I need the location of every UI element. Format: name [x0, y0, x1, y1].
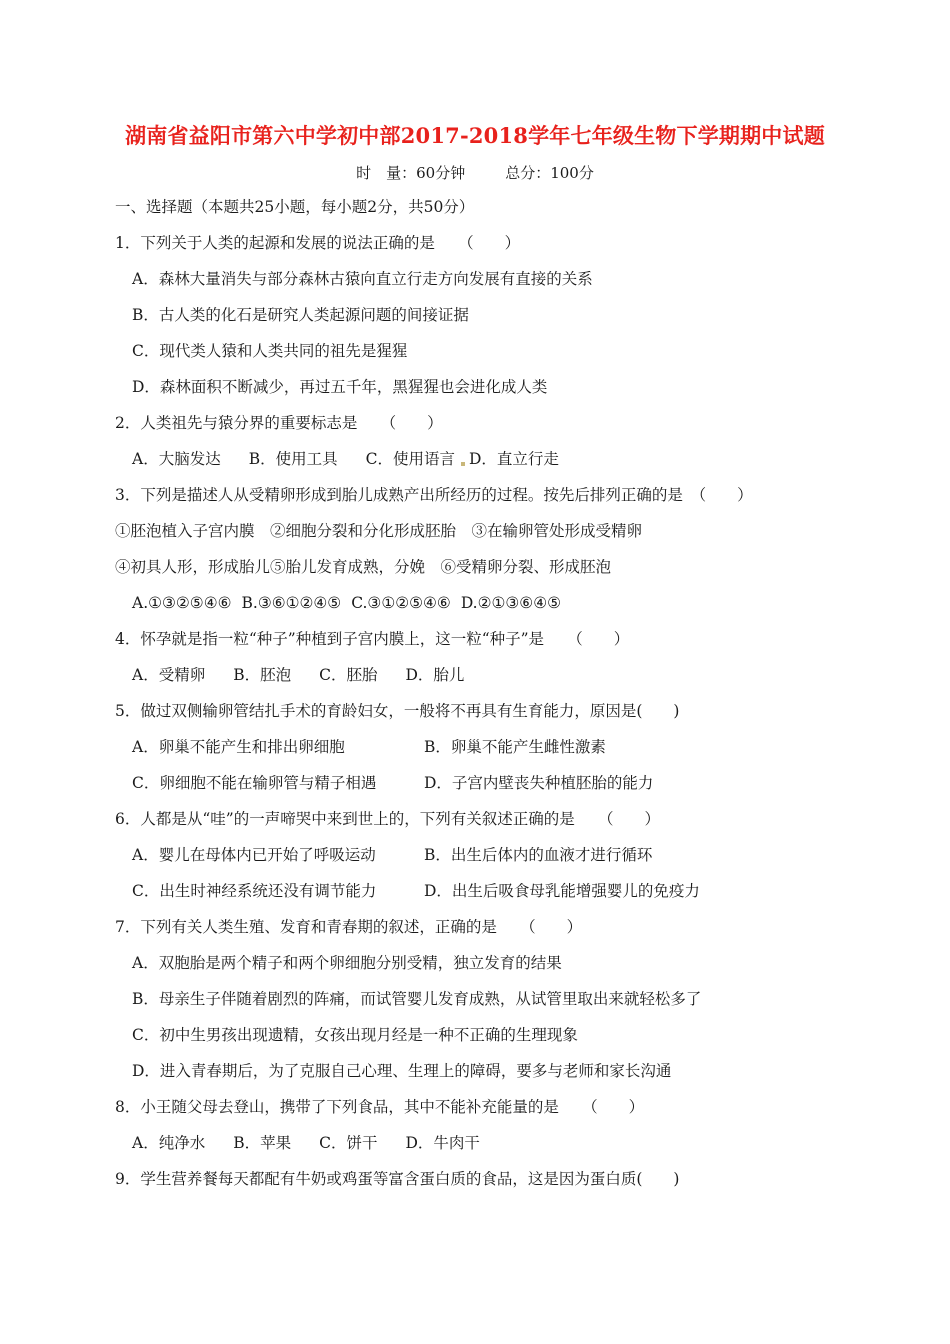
section-heading: 一、选择题（本题共25小题，每小题2分，共50分）: [115, 198, 475, 216]
exam-total-score: 总分：100分: [505, 164, 594, 182]
process-steps: ①胚泡植入子宫内膜 ②细胞分裂和分化形成胚胎 ③在输卵管处形成受精卵: [115, 522, 643, 540]
question-stem: 6．人都是从“哇”的一声啼哭中来到世上的，下列有关叙述正确的是 （ ）: [115, 810, 660, 828]
option: B．胚泡: [233, 666, 292, 684]
option: D．胎儿: [405, 666, 465, 684]
exam-meta: [0, 162, 950, 183]
question-stem: 4．怀孕就是指一粒“种子”种植到子宫内膜上，这一粒“种子”是 （ ）: [115, 630, 630, 648]
question-stem: 5．做过双侧输卵管结扎手术的育龄妇女，一般将不再具有生育能力，原因是( ): [115, 702, 680, 720]
option: A．婴儿在母体内已开始了呼吸运动: [132, 846, 376, 864]
option: C．使用语言: [365, 450, 455, 468]
option-row: [132, 1132, 480, 1154]
option: B．苹果: [233, 1134, 292, 1152]
option: A．纯净水: [132, 1134, 206, 1152]
option: C．饼干: [319, 1134, 378, 1152]
option-row: [132, 592, 561, 614]
option: A．大脑发达: [132, 450, 221, 468]
option: C.③①②⑤④⑥: [351, 594, 451, 612]
option-row: [132, 664, 464, 686]
question-stem: 9．学生营养餐每天都配有牛奶或鸡蛋等富含蛋白质的食品，这是因为蛋白质( ): [115, 1170, 680, 1188]
option: C．现代类人猿和人类共同的祖先是猩猩: [132, 342, 408, 360]
option: D．森林面积不断减少，再过五千年，黑猩猩也会进化成人类: [132, 378, 548, 396]
question-stem: 8．小王随父母去登山，携带了下列食品，其中不能补充能量的是 （ ）: [115, 1098, 645, 1116]
question-stem: 2．人类祖先与猿分界的重要标志是 （ ）: [115, 414, 443, 432]
option: D．出生后吸食母乳能增强婴儿的免疫力: [424, 882, 700, 900]
option: A．受精卵: [132, 666, 206, 684]
stray-mark: [461, 462, 465, 466]
option: D．牛肉干: [405, 1134, 480, 1152]
option: A．森林大量消失与部分森林古猿向直立行走方向发展有直接的关系: [132, 270, 593, 288]
question-stem: 7．下列有关人类生殖、发育和青春期的叙述，正确的是 （ ）: [115, 918, 583, 936]
option-row: [132, 772, 653, 794]
option: A．卵巢不能产生和排出卵细胞: [132, 738, 345, 756]
option: B．母亲生子伴随着剧烈的阵痛，而试管婴儿发育成熟，从试管里取出来就轻松多了: [132, 990, 702, 1008]
option: A.①③②⑤④⑥: [132, 594, 232, 612]
option: D．进入青春期后，为了克服自己心理、生理上的障碍，要多与老师和家长沟通: [132, 1062, 672, 1080]
exam-title: 湖南省益阳市第六中学初中部2017-2018学年七年级生物下学期期中试题: [125, 123, 825, 148]
option-row: [132, 448, 559, 470]
option: D．子宫内壁丧失种植胚胎的能力: [424, 774, 654, 792]
question-stem: 3．下列是描述人从受精卵形成到胎儿成熟产出所经历的过程。按先后排列正确的是 （ ）: [115, 486, 753, 504]
option: B．卵巢不能产生雌性激素: [424, 738, 606, 756]
option-row: [132, 844, 652, 866]
option: B．使用工具: [248, 450, 338, 468]
exam-time: 时 量：60分钟: [356, 164, 466, 182]
option: D．直立行走: [468, 450, 559, 468]
question-stem: 1．下列关于人类的起源和发展的说法正确的是 （ ）: [115, 234, 521, 252]
option: C．胚胎: [319, 666, 378, 684]
option: B．出生后体内的血液才进行循环: [424, 846, 653, 864]
process-steps: ④初具人形，形成胎儿⑤胎儿发育成熟，分娩 ⑥受精卵分裂、形成胚泡: [115, 558, 612, 576]
option: C．卵细胞不能在输卵管与精子相遇: [132, 774, 377, 792]
option: C．初中生男孩出现遗精，女孩出现月经是一种不正确的生理现象: [132, 1026, 578, 1044]
option: C．出生时神经系统还没有调节能力: [132, 882, 377, 900]
option-row: [132, 880, 700, 902]
option: D.②①③⑥④⑤: [460, 594, 561, 612]
option: A．双胞胎是两个精子和两个卵细胞分别受精，独立发育的结果: [132, 954, 562, 972]
option: B．古人类的化石是研究人类起源问题的间接证据: [132, 306, 469, 324]
option-row: [132, 736, 606, 758]
option: B.③⑥①②④⑤: [241, 594, 342, 612]
